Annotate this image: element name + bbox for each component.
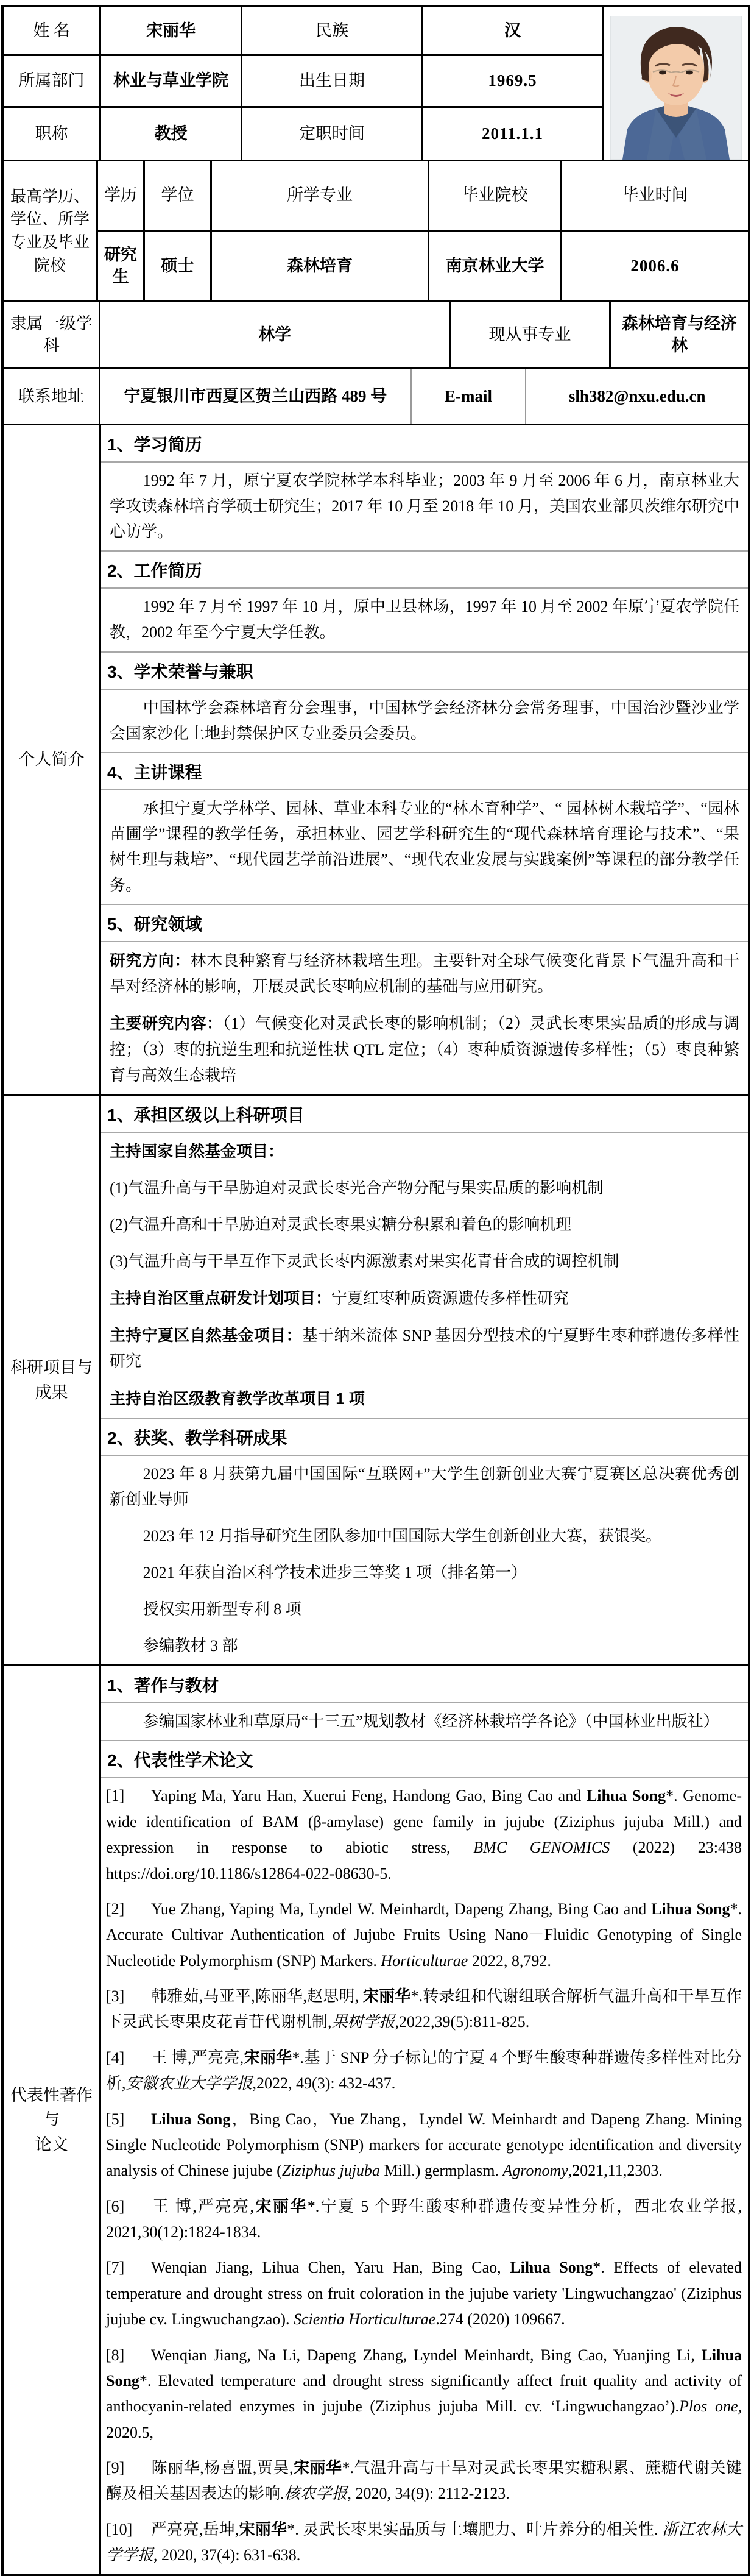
paragraph: 1992 年 7 月至 1997 年 10 月，原中卫县林场，1997 年 10 月至 2002 年原宁夏农学院任教，2002 年至今宁夏大学任教。	[110, 598, 739, 642]
publication-number: [9]	[106, 2459, 125, 2477]
paragraph: 主持国家自然基金项目：	[110, 1141, 284, 1160]
publication-number: [5]	[106, 2110, 125, 2128]
paragraph: 参编国家林业和草原局“十三五”规划教材《经济林栽培学各论》（中国林业出版社）	[143, 1712, 719, 1731]
section-header: 1、学习简历	[101, 425, 748, 463]
education-value-row	[98, 232, 748, 300]
paragraph: (2)气温升高和干旱胁迫对灵武长枣果实糖分积累和着色的影响机理	[110, 1215, 572, 1233]
birthdate-value: 1969.5	[488, 71, 537, 90]
discipline-row	[4, 302, 748, 369]
paragraph: 研究方向：林木良种繁育与经济林栽培生理。主要针对全球气候变化背景下气温升高和干旱对经济林的影响，开展灵武长枣响应机制的基础与应用研究。	[110, 951, 739, 996]
table-row	[4, 108, 602, 160]
education-block	[4, 161, 748, 302]
faculty-profile-table	[1, 5, 750, 2576]
edu-col-major: 所学专业	[212, 161, 429, 230]
publication-item: [1] Yaping Ma, Yaru Han, Xuerui Feng, Handong Gao, Bing Cao and Lihua Song*. Genome-wide identification of BAM (β-amylase) gene family in jujube (Ziziphus jujuba Mill.) and expression in response to abiotic stress, BMC GENOMICS (2022) 23:438 https://doi.org/10.1186/s12864-022-08630-5.	[101, 1783, 748, 1887]
research-label-line1: 科研项目与	[10, 1358, 93, 1377]
ethnic-value: 汉	[504, 21, 521, 40]
name-value: 宋丽华	[101, 7, 242, 54]
publication-number: [6]	[106, 2197, 125, 2215]
personal-profile-row	[4, 425, 748, 1096]
publication-number: [2]	[106, 1900, 125, 1918]
publications-label	[4, 1666, 101, 2573]
education-label: 最高学历、学位、所学专业及毕业院校	[4, 161, 98, 300]
personal-profile-content	[101, 425, 748, 1094]
name-label: 姓 名	[4, 7, 101, 54]
publication-item: [2] Yue Zhang, Yaping Ma, Lyndel W. Meinhardt, Dapeng Zhang, Bing Cao and Lihua Song*. Accurate Cultivar Authentication of Jujube Fruits Using Nano－Fluidic Genotyping of Single Nucleotide Polymorphism (SNP) Markers. Horticulturae 2022, 8,792.	[101, 1897, 748, 1974]
publication-number: [7]	[106, 2258, 125, 2277]
discipline-label: 隶属一级学科	[4, 302, 100, 367]
edu-school: 南京林业大学	[429, 232, 562, 300]
publication-item: [4] 王 博,严亮亮,宋丽华*.基于 SNP 分子标记的宁夏 4 个野生酸枣种群遗传多样性对比分析,安徽农业大学学报,2022, 49(3): 432-437.	[101, 2045, 748, 2097]
section-header: 2、代表性学术论文	[101, 1740, 748, 1778]
portrait-photo	[610, 16, 742, 160]
publication-item: [6] 王 博,严亮亮,宋丽华*.宁夏 5 个野生酸枣种群遗传变异性分析，西北农业学报, 2021,30(12):1824-1834.	[101, 2194, 748, 2246]
paragraph: 1992 年 7 月，原宁夏农学院林学本科毕业；2003 年 9 月至 2006 年 6 月，南京林业大学攻读森林培育学硕士研究生；2017 年 10 月至 2018 年 10 月，美国农业部贝茨维尔研究中心访学。	[110, 472, 739, 541]
paragraph: 中国林学会森林培育分会理事，中国林学会经济林分会常务理事，中国治沙暨沙业学会国家沙化土地封禁保护区专业委员会委员。	[110, 698, 739, 742]
paragraph: (1)气温升高与干旱胁迫对灵武长枣光合产物分配与果实品质的影响机制	[110, 1179, 604, 1197]
current-specialty-label: 现从事专业	[451, 302, 611, 367]
department-value: 林业与草业学院	[101, 56, 242, 106]
section-header: 3、学术荣誉与兼职	[101, 651, 748, 690]
edu-degree: 硕士	[145, 232, 212, 300]
address-label: 联系地址	[4, 369, 100, 424]
publication-item: [8] Wenqian Jiang, Na Li, Dapeng Zhang, Lyndel Meinhardt, Bing Cao, Yuanjing Li, Lihua Song*. Elevated temperature and drought stress significantly affect fruit quality and activity of anthocyanin-related enzymes in jujube (Ziziphus jujuba Mill. cv. ‘Lingwuchangzao’).Plos one, 2020.5,	[101, 2343, 748, 2446]
section-header: 1、著作与教材	[101, 1666, 748, 1703]
paragraph: 承担宁夏大学林学、园林、草业本科专业的“林木育种学”、“ 园林树木栽培学”、“园林苗圃学”课程的教学任务，承担林业、园艺学科研究生的“现代森林培育理论与技术”、“果树生理与栽培”、“现代园艺学前沿进展”、“现代农业发展与实践案例”等课程的部分教学任务。	[110, 799, 739, 895]
section-header: 4、主讲课程	[101, 752, 748, 790]
email-label: E-mail	[412, 369, 527, 424]
edu-col-graduation: 毕业时间	[622, 186, 688, 205]
email-value: slh382@nxu.edu.cn	[568, 386, 706, 405]
title-value: 教授	[101, 108, 242, 160]
publication-item: [3] 韩雅茹,马亚平,陈丽华,赵思明, 宋丽华*.转录组和代谢组联合解析气温升高和干旱互作下灵武长枣果皮花青苷代谢机制,果树学报,2022,39(5):811-825.	[101, 1984, 748, 2035]
table-row	[4, 56, 602, 108]
basic-info-grid	[4, 7, 602, 160]
section-header: 5、研究领域	[101, 904, 748, 942]
table-row	[4, 7, 602, 56]
publications-label-line2: 论文	[35, 2135, 68, 2154]
publication-item: [10] 严亮亮,岳坤,宋丽华*. 灵武长枣果实品质与土壤肥力、叶片养分的相关性. 浙江农林大学学报, 2020, 37(4): 631-638.	[101, 2517, 748, 2569]
paragraph: 主持宁夏区自然基金项目：基于纳米流体 SNP 基因分型技术的宁夏野生枣种群遗传多样性研究	[110, 1326, 739, 1371]
edu-graduation: 2006.6	[630, 256, 680, 275]
publications-content	[101, 1666, 748, 2573]
publication-item: [5] Lihua Song，Bing Cao，Yue Zhang，Lyndel W. Meinhardt and Dapeng Zhang. Mining Single Nucleotide Polymorphism (SNP) markers for accurate genotype identification and diversity analysis of Chinese jujube (Ziziphus jujuba Mill.) germplasm. Agronomy,2021,11,2303.	[101, 2107, 748, 2184]
education-table	[98, 161, 748, 300]
edu-degree-level: 研究生	[98, 232, 145, 300]
publication-number: [10]	[106, 2520, 133, 2538]
department-label: 所属部门	[4, 56, 101, 106]
publications-row	[4, 1666, 748, 2573]
edu-major: 森林培育	[212, 232, 429, 300]
section-header: 2、获奖、教学科研成果	[101, 1418, 748, 1456]
research-row	[4, 1096, 748, 1667]
publication-number: [3]	[106, 1987, 125, 2006]
paragraph: 授权实用新型专利 8 项	[143, 1600, 301, 1619]
edu-col-school: 毕业院校	[429, 161, 562, 230]
research-label-line2: 成果	[35, 1383, 68, 1402]
personal-profile-label	[4, 425, 101, 1094]
paragraph: 2023 年 8 月获第九届中国国际“互联网+”大学生创新创业大赛宁夏赛区总决赛优秀创新创业导师	[110, 1464, 739, 1508]
paragraph: (3)气温升高与干旱互作下灵武长枣内源激素对果实花青苷合成的调控机制	[110, 1252, 619, 1271]
paragraph: 2021 年获自治区科学技术进步三等奖 1 项（排名第一）	[143, 1563, 527, 1581]
publications-label-line1: 代表性著作与	[10, 2085, 93, 2129]
education-header-row	[98, 161, 748, 232]
paragraph: 参编教材 3 部	[143, 1637, 238, 1655]
ethnic-label: 民族	[242, 7, 423, 54]
publication-number: [1]	[106, 1787, 125, 1805]
basic-info-block	[4, 7, 748, 161]
photo-cell	[602, 7, 748, 160]
paragraph: 主持自治区级教育教学改革项目 1 项	[110, 1389, 365, 1408]
personal-profile-label-text: 个人简介	[18, 750, 85, 769]
research-content	[101, 1096, 748, 1665]
publication-item: [7] Wenqian Jiang, Lihua Chen, Yaru Han, Bing Cao, Lihua Song*. Effects of elevated temperature and drought stress on fruit coloration in the jujube variety 'Lingwuchangzao' (Ziziphus jujube cv. Lingwuchangzao). Scientia Horticulturae.274 (2020) 109667.	[101, 2255, 748, 2332]
edu-col-degree-level: 学历	[98, 161, 145, 230]
publication-number: [4]	[106, 2048, 125, 2067]
appointment-value: 2011.1.1	[481, 124, 543, 143]
edu-col-degree: 学位	[145, 161, 212, 230]
paragraph: 2023 年 12 月指导研究生团队参加中国国际大学生创新创业大赛，获银奖。	[143, 1527, 662, 1545]
publication-number: [8]	[106, 2346, 125, 2364]
section-header: 2、工作简历	[101, 550, 748, 589]
publication-item: [9] 陈丽华,杨喜盟,贾昊,宋丽华*.气温升高与干旱对灵武长枣果实糖积累、蔗糖代谢关键酶及相关基因表达的影响.核农学报, 2020, 34(9): 2112-2123.	[101, 2455, 748, 2507]
address-value: 宁夏银川市西夏区贺兰山西路 489 号	[100, 369, 412, 424]
section-header: 1、承担区级以上科研项目	[101, 1096, 748, 1133]
appointment-label: 定职时间	[242, 108, 423, 160]
title-label: 职称	[4, 108, 101, 160]
current-specialty-value: 森林培育与经济林	[621, 314, 737, 355]
paragraph: 主要研究内容：（1）气候变化对灵武长枣的影响机制；（2）灵武长枣果实品质的形成与调控；（3）枣的抗逆生理和抗逆性状 QTL 定位；（4）枣种质资源遗传多样性；（5）枣良种繁育与高效生态栽培	[110, 1014, 739, 1084]
paragraph: 主持自治区重点研发计划项目：宁夏红枣种质资源遗传多样性研究	[110, 1289, 569, 1308]
research-label	[4, 1096, 101, 1665]
contact-row	[4, 369, 748, 425]
discipline-value: 林学	[100, 302, 451, 367]
birthdate-label: 出生日期	[242, 56, 423, 106]
